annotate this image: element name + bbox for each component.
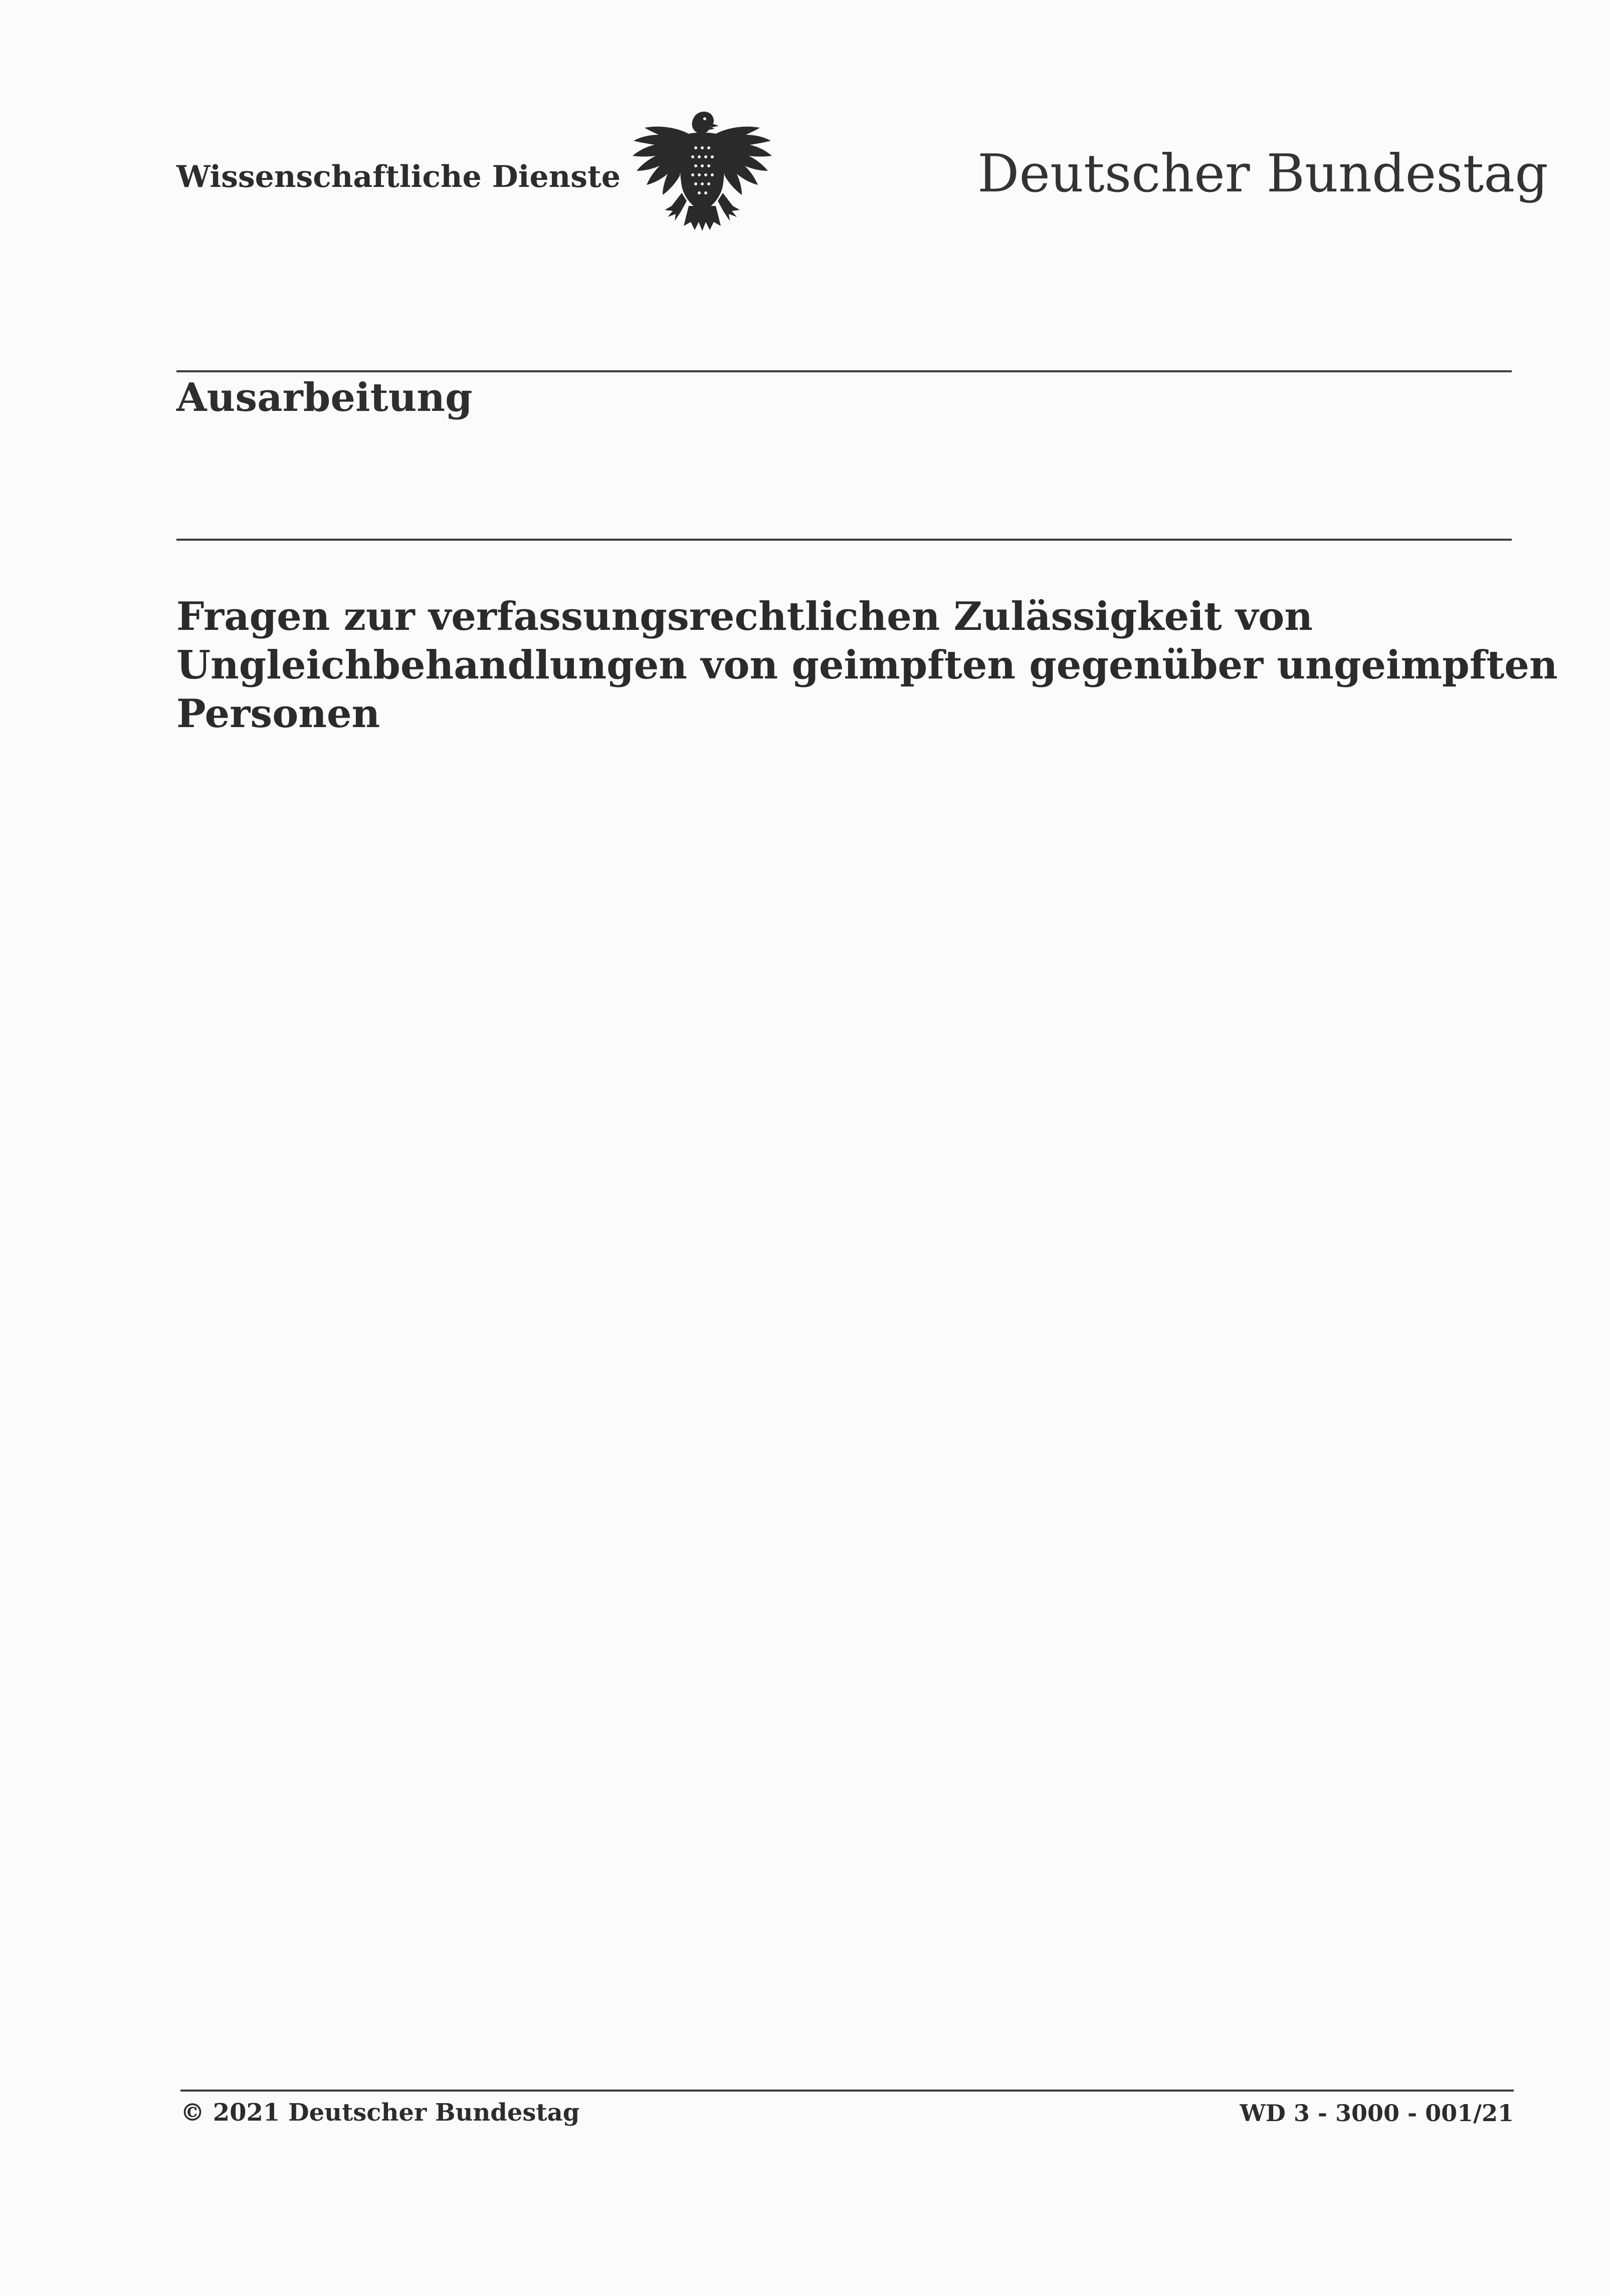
- divider-middle: [176, 539, 1512, 541]
- federal-eagle-icon: [630, 108, 775, 236]
- footer-copyright: © 2021 Deutscher Bundestag: [180, 2099, 580, 2127]
- org-name-left: Wissenschaftliche Dienste: [176, 159, 621, 194]
- org-name-right: Deutscher Bundestag: [977, 143, 1548, 204]
- title-line: Fragen zur verfassungsrechtlichen Zulässigkeit von: [176, 594, 1313, 639]
- divider-top: [176, 370, 1512, 372]
- footer-reference: WD 3 - 3000 - 001/21: [1240, 2100, 1514, 2127]
- title-line: Ungleichbehandlungen von geimpften gegenüber ungeimpften: [176, 642, 1558, 688]
- document-type: Ausarbeitung: [176, 375, 473, 420]
- title-line: Personen: [176, 691, 380, 737]
- document-title: [176, 592, 1558, 738]
- divider-footer: [180, 2090, 1514, 2092]
